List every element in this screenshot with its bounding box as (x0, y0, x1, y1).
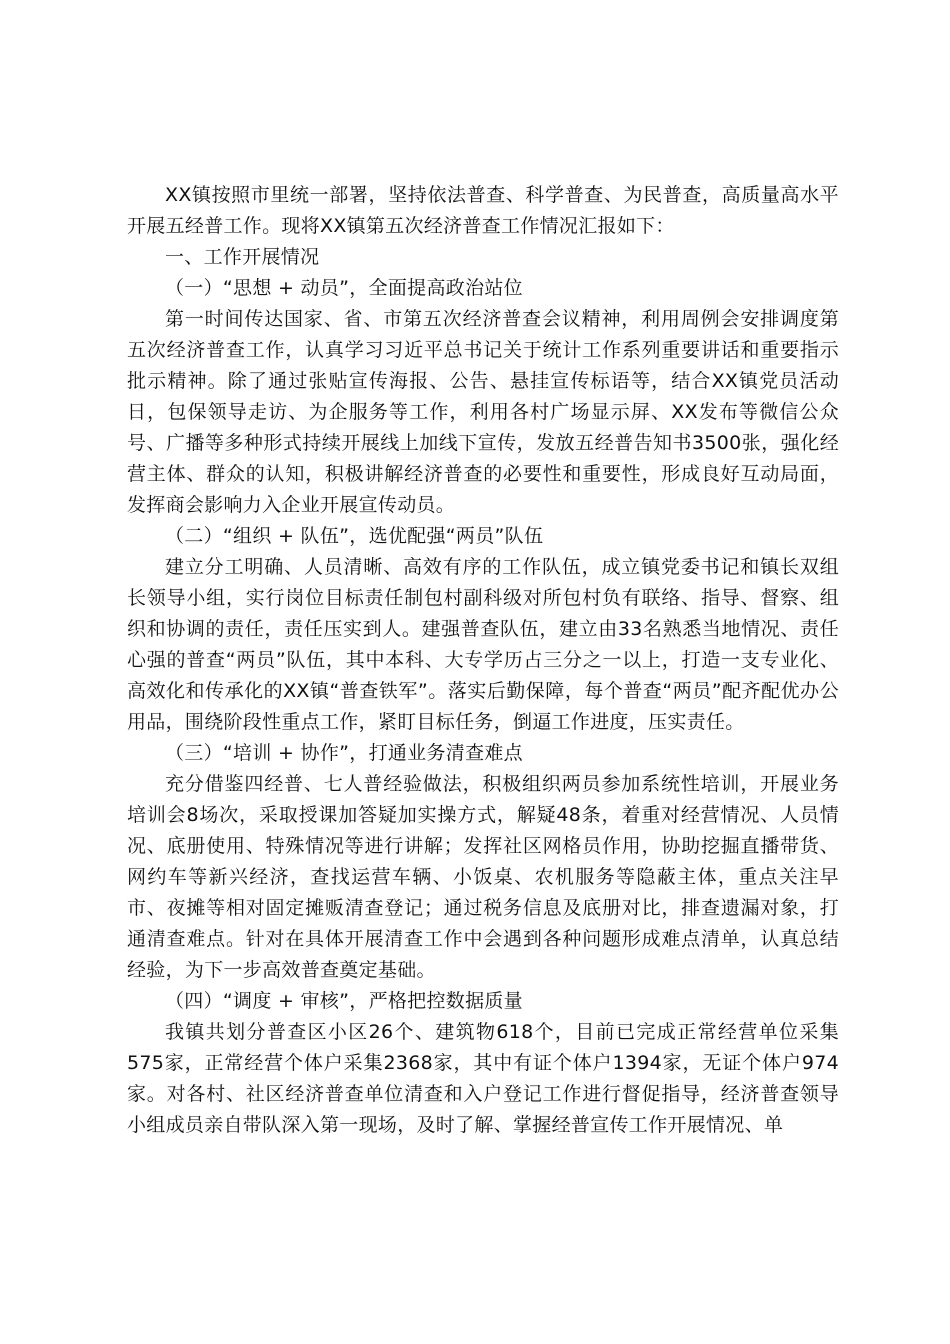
body-paragraph-1: 第一时间传达国家、省、市第五次经济普查会议精神，利用周例会安排调度第五次经济普查工作，认真学习习近平总书记关于统计工作系列重要讲话和重要指示批示精神。除了通过张贴宣传海报、公告、悬挂宣传标语等，结合XX镇党员活动日，包保领导走访、为企服务等工作，利用各村广场显示屏、XX发布等微信公众号、广播等多种形式持续开展线上加线下宣传，发放五经普告知书3500张，强化经营主体、群众的认知，积极讲解经济普查的必要性和重要性，形成良好互动局面，发挥商会影响力入企业开展宣传动员。 (127, 308, 839, 516)
body-paragraph-3: 充分借鉴四经普、七人普经验做法，积极组织两员参加系统性培训，开展业务培训会8场次，采取授课加答疑加实操方式，解疑48条，着重对经营情况、人员情况、底册使用、特殊情况等进行讲解；发挥社区网格员作用，协助挖掘直播带货、网约车等新兴经济，查找运营车辆、小饭桌、农机服务等隐蔽主体，重点关注早市、夜摊等相对固定摊贩清查登记；通过税务信息及底册对比，排查遗漏对象，打通清查难点。针对在具体开展清查工作中会遇到各种问题形成难点清单，认真总结经验，为下一步高效普查奠定基础。 (127, 773, 839, 981)
body-paragraph-2: 建立分工明确、人员清晰、高效有序的工作队伍，成立镇党委书记和镇长双组长领导小组，实行岗位目标责任制包村副科级对所包村负有联络、指导、督察、组织和协调的责任，责任压实到人。建强普查队伍，建立由33名熟悉当地情况、责任心强的普查“两员”队伍，其中本科、大专学历占三分之一以上，打造一支专业化、高效化和传承化的XX镇“普查铁军”。落实后勤保障，每个普查“两员”配齐配优办公用品，围绕阶段性重点工作，紧盯目标任务，倒逼工作进度，压实责任。 (127, 556, 839, 733)
subheading-4: （四）“调度 + 审核”，严格把控数据质量 (165, 990, 523, 1012)
intro-paragraph: XX镇按照市里统一部署，坚持依法普查、科学普查、为民普查，高质量高水平开展五经普工作。现将XX镇第五次经济普查工作情况汇报如下： (127, 184, 839, 237)
section-heading-1: 一、工作开展情况 (165, 246, 320, 268)
subheading-3: （三）“培训 + 协作”，打通业务清查难点 (165, 742, 523, 764)
subheading-2: （二）“组织 + 队伍”，选优配强“两员”队伍 (165, 525, 544, 547)
document-body (127, 180, 839, 1141)
body-paragraph-4: 我镇共划分普查区小区26个、建筑物618个，目前已完成正常经营单位采集575家，正常经营个体户采集2368家，其中有证个体户1394家，无证个体户974家。对各村、社区经济普查单位清查和入户登记工作进行督促指导，经济普查领导小组成员亲自带队深入第一现场，及时了解、掌握经普宣传工作开展情况、单 (127, 1021, 839, 1136)
subheading-1: （一）“思想 + 动员”，全面提高政治站位 (165, 277, 523, 299)
